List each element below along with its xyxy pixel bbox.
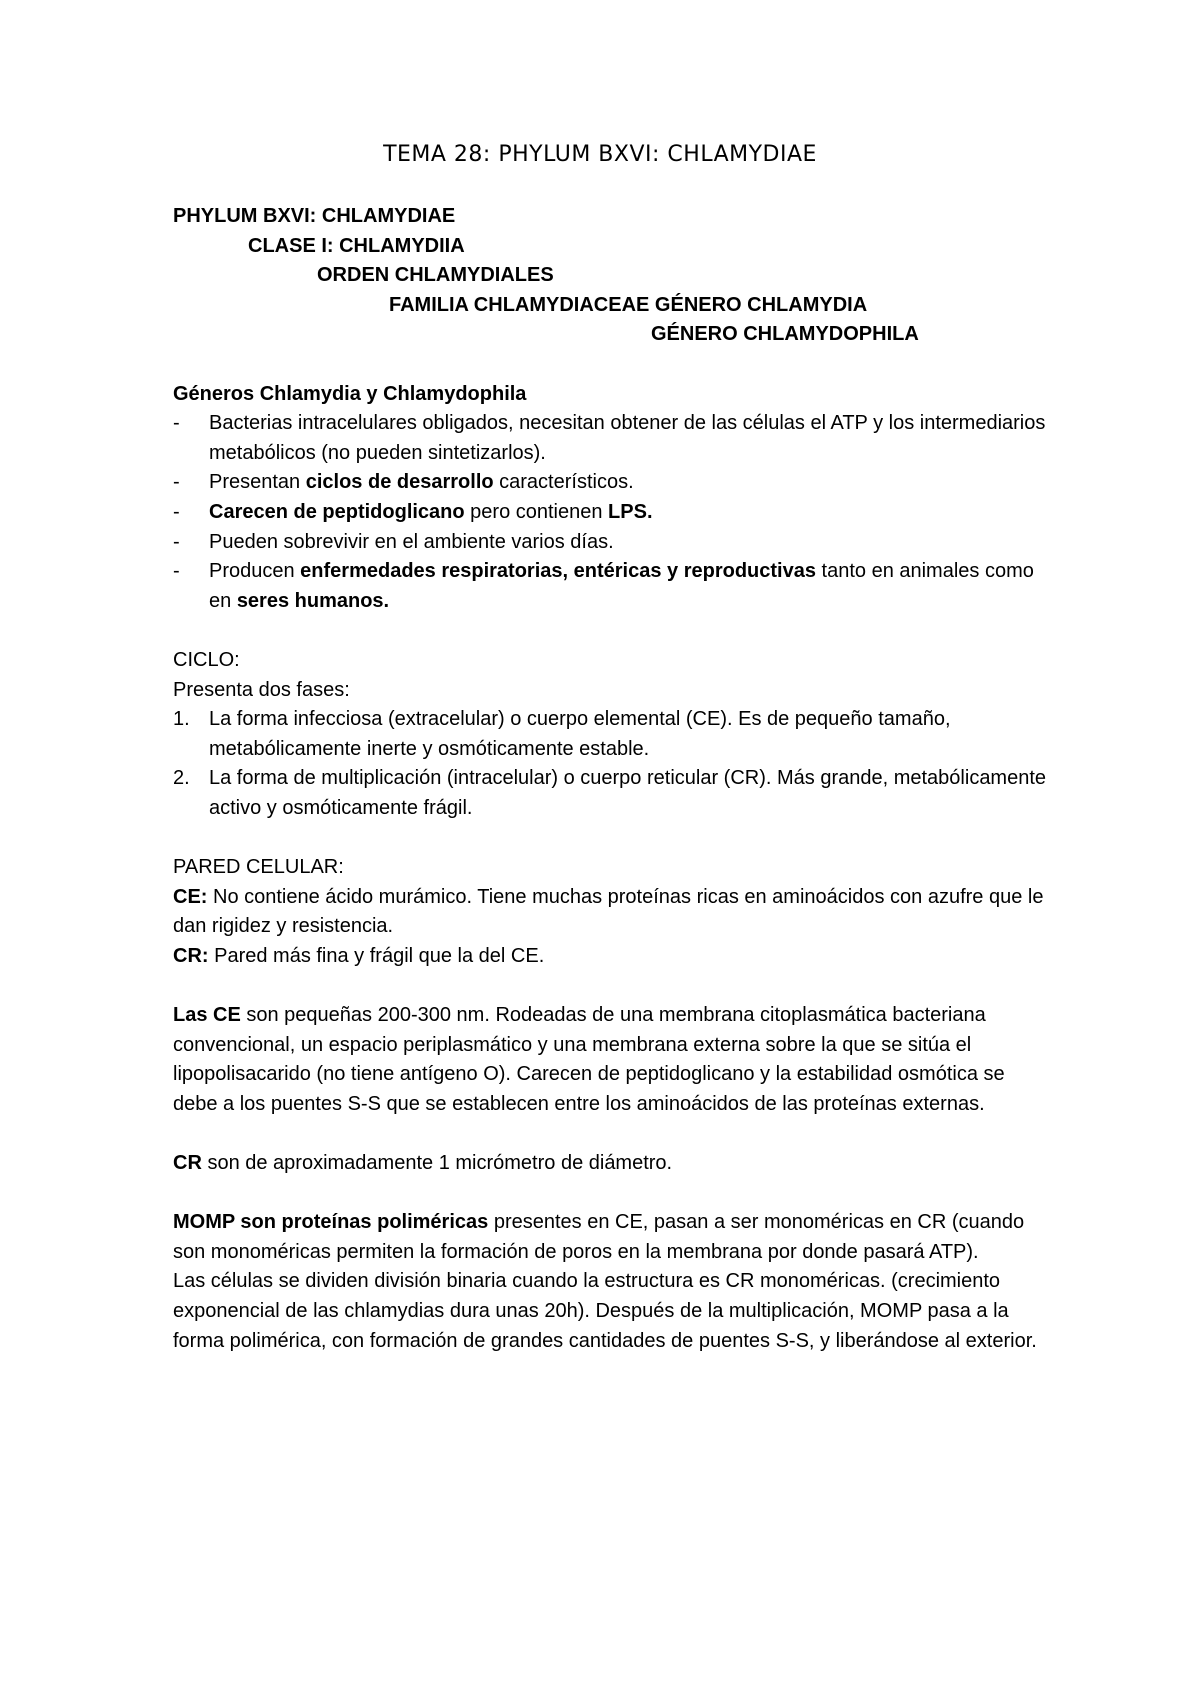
taxonomy-phylum: PHYLUM BXVI: CHLAMYDIAE (173, 205, 456, 227)
ciclo-item-1 (173, 705, 1053, 764)
taxonomy-clase: CLASE I: CHLAMYDIIA (248, 234, 465, 257)
text: son pequeñas 200-300 nm. Rodeadas de una membrana citoplasmática bacteriana convencional, un espacio periplasmático y una membrana externa sobre la que se sitúa el lipopolisacarido (no tiene antígeno O). Carecen de peptidoglicano y la estabilidad osmótica se debe a los puentes S-S que se establecen entre los aminoácidos de las proteínas externas. (173, 1004, 1005, 1115)
momp-paragraph (173, 1208, 1053, 1267)
generos-item-3 (173, 498, 1053, 528)
text: son de aproximadamente 1 micrómetro de diámetro. (201, 1152, 673, 1174)
text: Presentan (209, 471, 306, 494)
bold-text: CE: (173, 885, 208, 908)
generos-item-4-text: Pueden sobrevivir en el ambiente varios días. (209, 530, 614, 553)
bold-text: enfermedades respiratorias, entéricas y reproductivas (300, 560, 816, 583)
document-body (173, 202, 1053, 1356)
bold-text: ciclos de desarrollo (305, 471, 494, 494)
ciclo-heading: CICLO: (173, 648, 240, 671)
text: No contiene ácido murámico. Tiene muchas proteínas ricas en aminoácidos con azufre que le dan rigidez y resistencia. (173, 885, 1044, 938)
text: Producen (209, 560, 301, 583)
pared-ce-paragraph (173, 883, 1053, 942)
bold-text: CR: (173, 944, 209, 967)
bold-text: CR (173, 1152, 202, 1174)
dash-marker: - (173, 500, 180, 523)
ciclo-item-2 (173, 764, 1053, 823)
generos-heading: Géneros Chlamydia y Chlamydophila (173, 382, 527, 405)
taxonomy-genero: GÉNERO CHLAMYDOPHILA (651, 323, 919, 346)
bold-text: Las CE (173, 1004, 241, 1027)
dash-marker: - (173, 530, 180, 553)
text: presentes en CE, pasan a ser monoméricas en CR (cuando son monoméricas permiten la formación de poros en la membrana por donde pasará ATP). (173, 1211, 1025, 1263)
generos-item-1-text: Bacterias intracelulares obligados, necesitan obtener de las células el ATP y los intermediarios metabólicos (no pueden sintetizarlos). (209, 412, 1046, 464)
number-marker: 1. (173, 708, 190, 731)
bold-text: seres humanos. (236, 589, 390, 612)
bold-text: MOMP son proteínas poliméricas (173, 1211, 489, 1234)
las-ce-paragraph (173, 1001, 1053, 1119)
pared-heading: PARED CELULAR: (173, 856, 344, 879)
dash-marker: - (173, 560, 180, 583)
pared-cr-paragraph (173, 942, 1053, 972)
document-title: TEMA 28: PHYLUM BXVI: CHLAMYDIAE (383, 142, 817, 167)
text: tanto en animales como en (209, 560, 1034, 612)
cr-paragraph (173, 1149, 1053, 1179)
text: característicos. (493, 471, 634, 494)
ciclo-item-2-text: La forma de multiplicación (intracelular) o cuerpo reticular (CR). Más grande, metabólicamente activo y osmóticamente frágil. (209, 767, 1047, 819)
generos-item-1 (173, 409, 1053, 468)
text: pero contienen (464, 500, 609, 523)
ciclo-item-1-text: La forma infecciosa (extracelular) o cuerpo elemental (CE). Es de pequeño tamaño, metabólicamente inerte y osmóticamente estable. (209, 708, 951, 760)
ciclo-intro: Presenta dos fases: (173, 678, 350, 701)
taxonomy-familia: FAMILIA CHLAMYDIACEAE GÉNERO CHLAMYDIA (389, 293, 868, 316)
generos-item-5 (173, 557, 1053, 616)
text: Pared más fina y frágil que la del CE. (208, 944, 545, 967)
dash-marker: - (173, 412, 180, 435)
division-paragraph: Las células se dividen división binaria cuando la estructura es CR monoméricas. (crecimiento exponencial de las chlamydias dura unas 20h). Después de la multiplicación, MOMP pasa a la forma polimérica, con formación de grandes cantidades de puentes S-S, y liberándose al exterior. (173, 1270, 1037, 1352)
generos-item-2 (173, 468, 1053, 498)
taxonomy-orden: ORDEN CHLAMYDIALES (317, 264, 554, 287)
bold-text: LPS. (608, 500, 653, 523)
dash-marker: - (173, 471, 180, 494)
generos-item-4 (173, 528, 1053, 558)
bold-text: Carecen de peptidoglicano (209, 500, 465, 523)
number-marker: 2. (173, 767, 190, 790)
